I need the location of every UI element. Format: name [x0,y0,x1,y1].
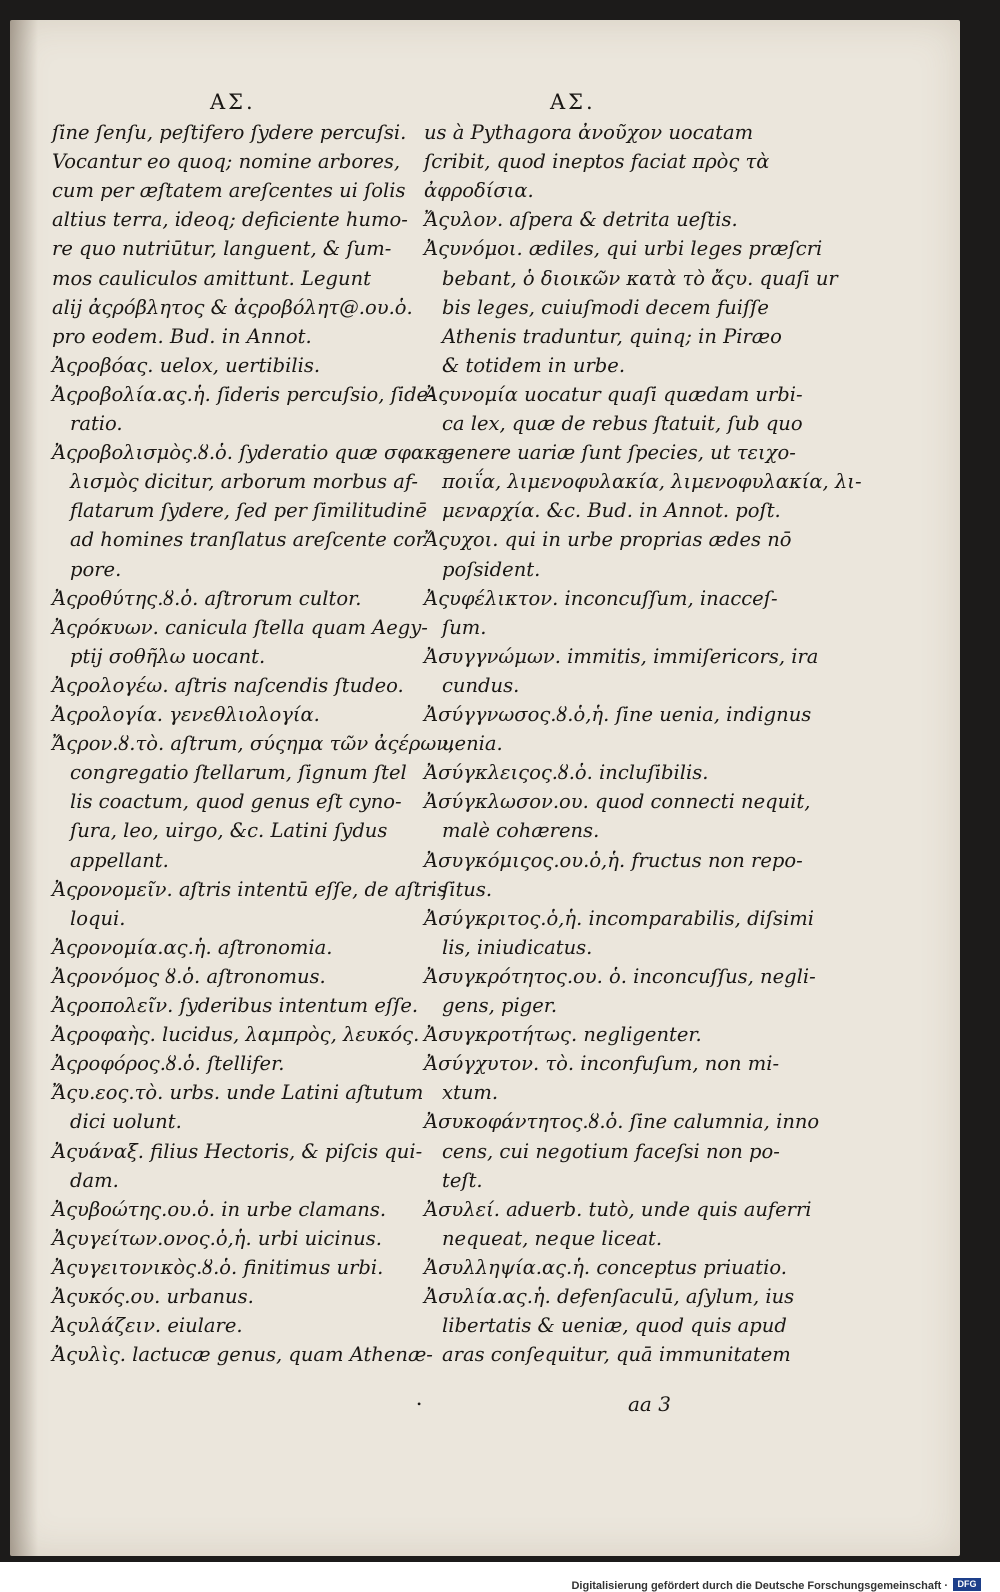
text-line: Ἀςυλὶς. lactucæ genus, quam Athenæ- [52,1343,433,1367]
text-line: Ἀςρονομία.ας.ἡ. aſtronomia. [52,935,333,959]
text-line: Ἀσυγγνώμων. immitis, immiſericors, ira [424,644,819,668]
text-line: Ἀςροπολεῖν. ſyderibus intentum eſſe. [52,994,419,1017]
text-line: Ἀςροβόας. uelox, uertibilis. [52,353,321,377]
text-line: cum per æſtatem areſcentes ui ſolis [52,179,406,203]
gutter-shadow [10,20,38,1556]
text-line: Ἀσυγκρότητος.ου. ὁ. inconcuſſus, negli- [424,964,816,988]
text-line: Ἀςρολογία. γενεθλιολογία. [52,703,320,726]
funding-credit: Digitalisierung gefördert durch die Deutsche Forschungsgemeinschaft · [571,1580,948,1592]
text-line: genere uariæ ſunt ſpecies, ut τειχο- [442,441,796,465]
text-line: Ἀσυκοφάντητος.ȣ.ὁ. ſine calumnia, inno [424,1110,820,1134]
text-line: re quo nutriūtur, languent, & ſum- [52,237,392,261]
text-line: Ἄςυχοι. qui in urbe proprias ædes nō [424,528,792,552]
text-line: Ἀσύγκριτος.ὁ,ἡ. incomparabilis, diſsimi [424,906,814,930]
text-line: Ἀσύγκλωσον.ου. quod connecti nequit, [424,790,811,814]
text-line: us à Pythagora ἀνοῦχον uocatam [424,121,754,144]
text-line: Ἀσυλεί. aduerb. tutò, unde quis auferri [424,1197,812,1221]
text-line: ſura, leo, uirgo, &c. Latini ſydus [70,819,388,843]
text-line: poſsident. [442,557,541,581]
text-line: Ἀσυλία.ας.ἡ. defenſaculū, aſylum, ius [424,1285,795,1308]
text-line: ratio. [70,412,123,435]
text-line: & totidem in urbe. [442,353,626,377]
text-line: ſitus. [442,877,493,901]
text-line: nequeat, neque liceat. [442,1226,663,1250]
text-line: ſcribit, quod ineptos faciat πρὸς τὰ [424,150,770,174]
text-line: xtum. [442,1081,499,1105]
text-line: ποιΐα, λιμενοφυλακία, λιμενοφυλακία, λι- [442,470,862,494]
text-line: malè cohærens. [442,819,600,843]
text-line: bis leges, cuiuſmodi decem fuiſſe [442,295,769,319]
text-line: μεναρχία. &c. Bud. in Annot. poſt. [442,499,781,523]
text-line: Ἀςρονομεῖν. aſtris intentū eſſe, de aſtris [52,877,447,901]
text-line: Ἀσύγγνωσος.ȣ.ὁ,ἡ. ſine uenia, indignus [424,703,812,726]
text-line: Ἀσύγκλειςος.ȣ.ὁ. incluſibilis. [424,761,709,785]
text-line: Ἀςυγειτονικὸς.ȣ.ὁ. finitimus urbi. [52,1255,384,1279]
text-line: ptij σοθῆλω uocant. [70,644,266,668]
text-line: Ἀςροφαὴς. lucidus, λαμπρὸς, λευκός. [52,1023,420,1047]
page-mark: • [417,1397,422,1411]
book-page [10,20,960,1556]
text-line: loqui. [70,906,126,930]
text-line: Ἄςυ.εος.τὸ. urbs. unde Latini aſtutum [52,1081,424,1105]
text-line: ca lex, quæ de rebus ſtatuit, ſub quo [442,412,803,435]
text-line: dici uolunt. [70,1110,182,1134]
text-line: lis, iniudicatus. [442,935,593,959]
text-line: Ἀςυλάζειν. eiulare. [52,1314,243,1338]
signature-mark: aa 3 [628,1392,671,1416]
text-line: congregatio ſtellarum, ſignum ſtel [70,761,407,785]
text-line: Ἀςυνομία uocatur quaſi quædam urbi- [424,382,803,406]
text-line: teſt. [442,1168,483,1192]
text-line: bebant, ὁ διοικῶν κατὰ τὸ ἄςυ. quaſi ur [442,266,838,290]
text-line: Ἄςυλον. aſpera & detrita ueſtis. [424,208,738,232]
running-head-left: ΑΣ. [210,90,256,114]
text-line: Ἀςροβολισμὸς.ȣ.ὁ. ſyderatio quæ σφακε- [52,441,454,465]
text-line: cundus. [442,673,520,697]
text-line: λισμὸς dicitur, arborum morbus af- [70,470,418,494]
text-line: cens, cui negotium faceſsi non po- [442,1139,780,1163]
text-line: ſine ſenſu, peſtifero ſydere percuſsi. [52,121,407,144]
text-line: Ἀςροθύτης.ȣ.ὁ. aſtrorum cultor. [52,586,362,610]
text-line: ad homines tranſlatus areſcente cor [70,528,425,552]
text-line: aras conſequitur, quā immunitatem [442,1343,791,1367]
text-line: mos cauliculos amittunt. Legunt [52,266,371,290]
text-line: Ἀςυάναξ. filius Hectoris, & piſcis qui- [52,1139,423,1163]
text-line: flatarum ſydere, ſed per ſimilitudinē [70,499,428,523]
text-line: Ἀσυγκόμιςος.ου.ὁ,ἡ. fructus non repo- [424,848,803,872]
text-line: Ἀςροφόρος.ȣ.ὁ. ſtellifer. [52,1052,285,1076]
text-line: libertatis & ueniæ, quod quis apud [442,1314,787,1338]
running-head-right: ΑΣ. [550,90,596,114]
text-line: ſum. [442,615,487,639]
text-line: gens, piger. [442,994,558,1017]
text-line: dam. [70,1168,119,1192]
text-line: Ἀσύγχυτον. τὸ. inconfuſum, non mi- [424,1052,780,1076]
text-line: Ἀςρόκυων. canicula ſtella quam Aegy- [52,615,428,639]
text-line: Ἀςυφέλικτον. inconcuſſum, inacceſ- [424,586,778,610]
text-line: pro eodem. Bud. in Annot. [52,324,312,348]
text-line: Ἀςυβοώτης.ου.ὁ. in urbe clamans. [52,1197,387,1221]
text-line: pore. [70,557,122,581]
text-line: ἀφροδίσια. [424,179,534,203]
text-line: Ἀςρονόμος ȣ.ὁ. aſtronomus. [52,964,326,988]
text-line: appellant. [70,848,169,872]
text-line: lis coactum, quod genus eſt cyno- [70,790,402,814]
dfg-logo: DFG [953,1578,981,1591]
text-line: Ἀςυκός.ου. urbanus. [52,1285,254,1308]
text-line: altius terra, ideoq; deficiente humo- [52,208,408,232]
text-line: Vocantur eo quoq; nomine arbores, [52,150,401,174]
text-line: alij ἀςρόβλητος & ἀςροβόλητ@.ου.ὁ. [52,295,413,319]
text-line: Athenis traduntur, quinq; in Piræo [442,324,782,348]
text-line: Ἀσυλληψία.ας.ἡ. conceptus priuatio. [424,1255,787,1279]
text-line: Ἀσυγκροτήτως. negligenter. [424,1023,702,1047]
text-line: Ἀςρολογέω. aſtris naſcendis ſtudeo. [52,673,404,697]
text-line: Ἀςροβολία.ας.ἡ. ſideris percuſsio, ſide- [52,382,435,406]
text-line: Ἀςυγείτων.ονος.ὁ,ἡ. urbi uicinus. [52,1226,382,1250]
text-line: uenia. [442,732,503,756]
text-line: Ἀςυνόμοι. ædiles, qui urbi leges præſcri [424,237,823,261]
text-line: Ἄςρον.ȣ.τὸ. aſtrum, σύςημα τῶν ἀςέρων, [52,732,455,756]
